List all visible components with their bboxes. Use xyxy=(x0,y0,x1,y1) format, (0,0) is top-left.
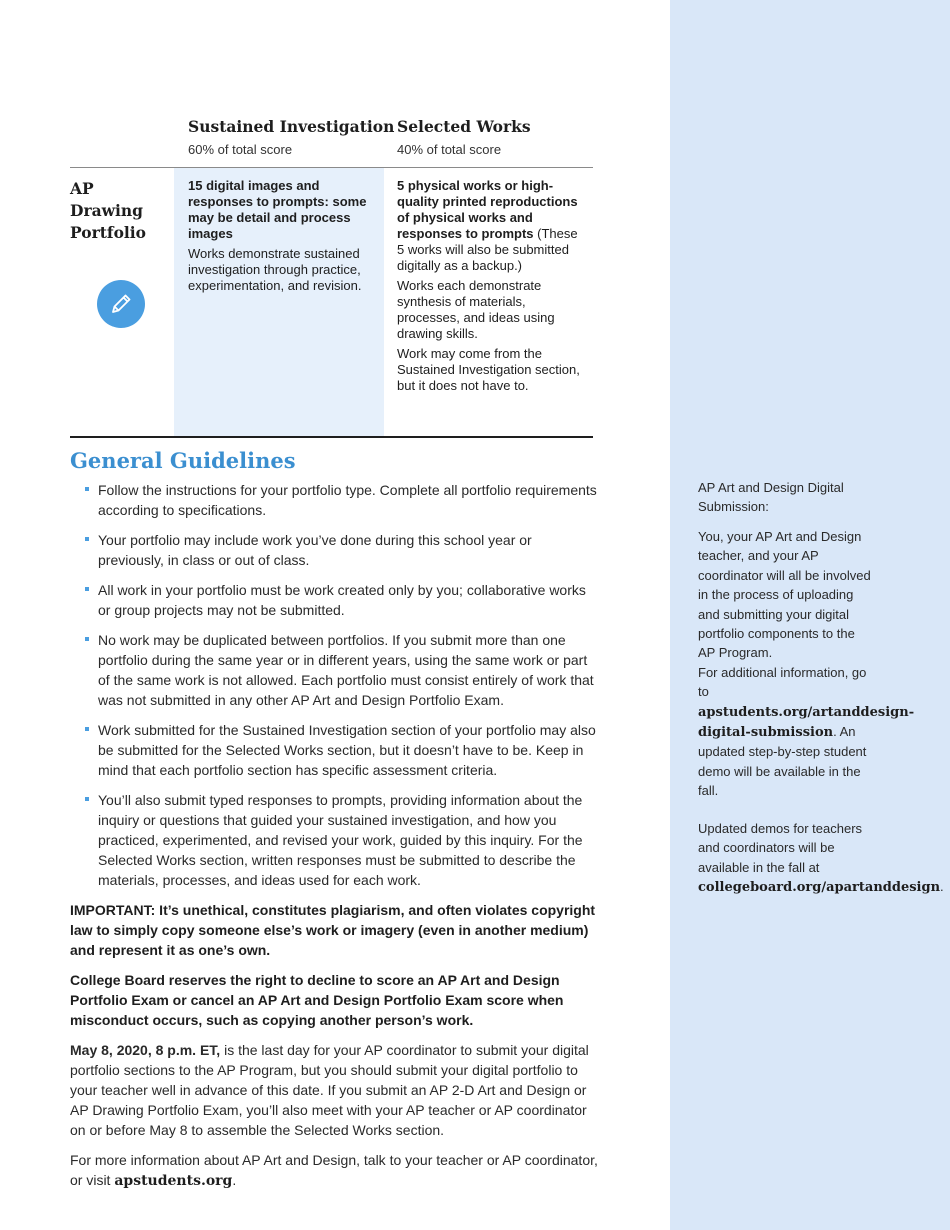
deadline-paragraph xyxy=(70,1040,600,1140)
section-title: General Guidelines xyxy=(70,448,296,473)
column-title: Sustained Investigation xyxy=(188,117,395,136)
list-item-text: Work submitted for the Sustained Investigation section of your portfolio may also be submitted for the Selected Works section, but it doesn’t have to be. Keep in mind that each portfolio section has specific assessment criteria. xyxy=(98,722,596,778)
column-subtitle: 60% of total score xyxy=(188,142,293,157)
cell-description: Works demonstrate sustained investigation through practice, experimentation, and revision. xyxy=(188,246,362,293)
sidebar-text: . xyxy=(940,879,944,895)
digital-submission-link[interactable]: apstudents.org/artanddesign-digital-submission xyxy=(698,704,915,741)
list-item xyxy=(70,530,600,570)
deadline-text: is the last day for your AP coordinator to submit your digital portfolio sections to the AP Program, but you should submit your digital portfolio to your teacher well in advance of this date. If you submit an AP 2-D Art and Design or AP Drawing Portfolio Exam, you’ll also meet with your AP teacher or AP coordinator on or before May 8 to assemble the Selected Works section. xyxy=(70,1042,589,1138)
cell-requirement xyxy=(397,178,587,274)
bullet-icon xyxy=(85,797,89,801)
reserves-notice: College Board reserves the right to decline to score an AP Art and Design Portfolio Exam or cancel an AP Art and Design Portfolio Exam score when misconduct occurs, such as copying another person’s work. xyxy=(70,972,564,1028)
table-header xyxy=(70,112,593,168)
column-title: Selected Works xyxy=(397,117,531,136)
table-row xyxy=(70,168,593,438)
requirement-note: (These 5 works will also be submitted digitally as a backup.) xyxy=(397,226,578,273)
column-header-sustained xyxy=(188,117,394,157)
sidebar-paragraph xyxy=(698,819,944,898)
sidebar-text: For additional information, go to xyxy=(698,664,867,700)
row-label: AP Drawing Portfolio xyxy=(70,179,147,242)
portfolio-table xyxy=(70,112,593,438)
list-item xyxy=(70,580,600,620)
list-item-text: No work may be duplicated between portfolios. If you submit more than one portfolio during the same year or in different years, using the same work or part of the same work is not allowed. Each portfolio must consist entirely of work that was not submitted in any other AP Art and Design Portfolio Exam. xyxy=(98,632,594,708)
cell-description: Works each demonstrate synthesis of materials, processes, and ideas using drawing skills. xyxy=(397,278,555,341)
sidebar-text: Updated demos for teachers and coordinators will be available in the fall at xyxy=(698,821,863,875)
guidelines-list xyxy=(70,480,600,900)
sidebar-text: . An updated step-by-step student demo will be available in the fall. xyxy=(698,724,867,799)
list-item xyxy=(70,480,600,520)
apstudents-link[interactable]: apstudents.org xyxy=(114,1173,233,1189)
more-info-paragraph xyxy=(70,1150,600,1191)
cell-requirement: 15 digital images and responses to prompts: some may be detail and process images xyxy=(188,178,367,241)
bullet-icon xyxy=(85,587,89,591)
bullet-icon xyxy=(85,727,89,731)
list-item-text: All work in your portfolio must be work created only by you; collaborative works or group projects may not be submitted. xyxy=(98,582,586,618)
selected-works-cell xyxy=(397,168,587,398)
important-notice: IMPORTANT: It’s unethical, constitutes plagiarism, and often violates copyright law to simply copy someone else’s work or imagery (even in another medium) and represent it as one’s own. xyxy=(70,902,596,958)
sidebar-heading: AP Art and Design Digital Submission: xyxy=(698,480,844,515)
requirement-bold: 5 physical works or high-quality printed reproductions of physical works and responses to prompts xyxy=(397,178,578,241)
column-header-selected xyxy=(397,117,531,157)
collegeboard-link[interactable]: collegeboard.org/apartanddesign xyxy=(698,880,941,896)
column-subtitle: 40% of total score xyxy=(397,142,502,157)
cell-note: Work may come from the Sustained Investigation section, but it does not have to. xyxy=(397,346,580,393)
bullet-icon xyxy=(85,537,89,541)
bullet-icon xyxy=(85,487,89,491)
sidebar-text: You, your AP Art and Design teacher, and your AP coordinator will all be involved in the process of uploading and submitting your digital portfolio components to the AP Program. xyxy=(698,529,871,661)
more-info-text: For more information about AP Art and Design, talk to your teacher or AP coordinator, or visit xyxy=(70,1152,598,1188)
more-info-end: . xyxy=(232,1172,237,1188)
list-item-text: You’ll also submit typed responses to prompts, providing information about the inquiry or questions that guided your sustained investigation, and how you practiced, experimented, and revised your work, guided by this inquiry. For the Selected Works section, written responses must be submitted to describe the materials, processes, and ideas used for each work. xyxy=(98,792,583,888)
list-item xyxy=(70,630,600,710)
sidebar-paragraph xyxy=(698,527,915,801)
sustained-investigation-cell xyxy=(174,168,384,436)
list-item-text: Follow the instructions for your portfolio type. Complete all portfolio requirements according to specifications. xyxy=(98,482,597,518)
deadline-date: May 8, 2020, 8 p.m. ET, xyxy=(70,1042,221,1058)
bullet-icon xyxy=(85,637,89,641)
list-item xyxy=(70,720,600,780)
list-item-text: Your portfolio may include work you’ve done during this school year or previously, in class or out of class. xyxy=(98,532,532,568)
list-item xyxy=(70,790,600,890)
pencil-icon xyxy=(97,280,145,328)
